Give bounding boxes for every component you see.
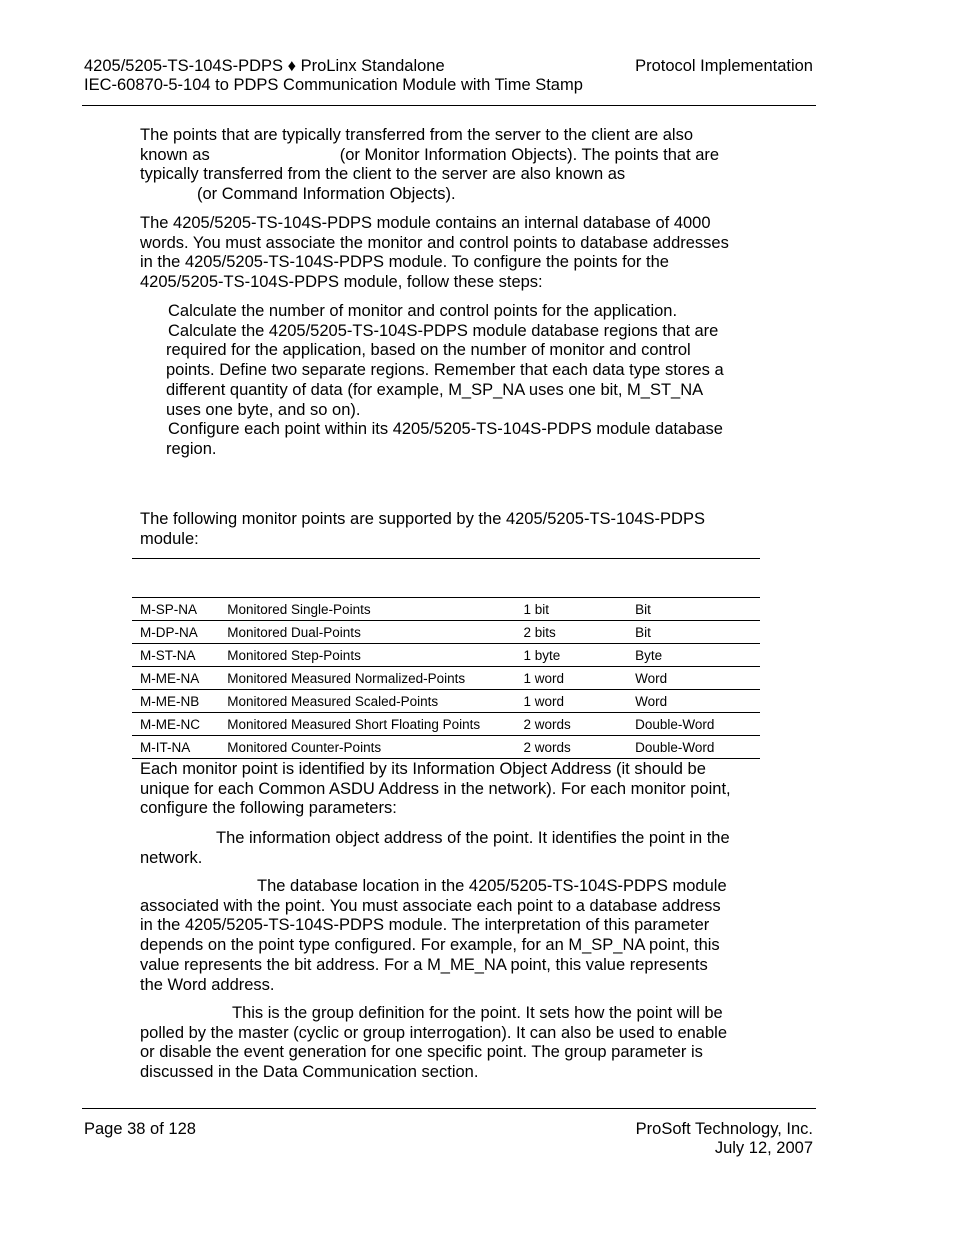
point-type-cell: M-ME-NA — [132, 667, 219, 690]
data-type-cell: Bit — [627, 621, 760, 644]
point-type-cell: M-ME-NB — [132, 690, 219, 713]
size-cell: 1 word — [515, 690, 627, 713]
data-type-cell: Bit — [627, 598, 760, 621]
data-type-cell: Word — [627, 667, 760, 690]
intro-paragraph: The points that are typically transferred from the server to the client are also known as (or Monitor Information Objects). The points that are typically transferred from the client to the server are also known as (or Command Information Objects). — [140, 126, 720, 204]
header-rule — [82, 105, 816, 106]
point-type-cell: M-SP-NA — [132, 598, 219, 621]
table-row — [132, 667, 760, 690]
param-database-paragraph: The database location in the 4205/5205-TS-104S-PDPS module associated with the point. You must associate each point to a database address in the 4205/5205-TS-104S-PDPS module. The interpretation of this parameter depends on the point type configured. For example, for an M_SP_NA point, this value represents the bit address. For a M_ME_NA point, this value represents the Word address. — [140, 877, 727, 994]
steps-list — [166, 302, 766, 460]
step-1: Calculate the number of monitor and control points for the application. — [168, 302, 678, 320]
point-type-cell: M-ST-NA — [132, 644, 219, 667]
step-3: Configure each point within its 4205/5205-TS-104S-PDPS module database region. — [166, 420, 723, 458]
point-type-cell: M-DP-NA — [132, 621, 219, 644]
table-row — [132, 644, 760, 667]
table-row — [132, 621, 760, 644]
point-type-cell: M-IT-NA — [132, 736, 219, 759]
size-cell: 1 bit — [515, 598, 627, 621]
description-cell: Monitored Dual-Points — [219, 621, 515, 644]
size-cell: 2 words — [515, 713, 627, 736]
table-row — [132, 598, 760, 621]
description-cell: Monitored Measured Short Floating Points — [219, 713, 515, 736]
table-row — [132, 690, 760, 713]
data-type-cell: Double-Word — [627, 713, 760, 736]
description-cell: Monitored Counter-Points — [219, 736, 515, 759]
param-address-paragraph: The information object address of the point. It identifies the point in the network. — [140, 829, 730, 867]
footer-date: July 12, 2007 — [714, 1139, 813, 1157]
footer-company: ProSoft Technology, Inc. — [635, 1120, 813, 1138]
step-2: Calculate the 4205/5205-TS-104S-PDPS module database regions that are required for the application, based on the number of monitor and control points. Define two separate regions. Remember that each data type stores a different quantity of data (for example, M_SP_NA uses one bit, M_ST_NA uses one byte, and so on). — [166, 321, 724, 419]
header-section: Protocol Implementation — [635, 57, 813, 75]
description-cell: Monitored Step-Points — [219, 644, 515, 667]
header-title-line2: IEC-60870-5-104 to PDPS Communication Module with Time Stamp — [84, 76, 583, 94]
monitor-points-table — [132, 597, 760, 759]
description-cell: Monitored Single-Points — [219, 598, 515, 621]
after-table-paragraph: Each monitor point is identified by its Information Object Address (it should be unique for each Common ASDU Address in the network). For each monitor point, configure the following parameters: — [140, 760, 731, 818]
description-cell: Monitored Measured Normalized-Points — [219, 667, 515, 690]
table-title-rule — [132, 558, 760, 559]
data-type-cell: Byte — [627, 644, 760, 667]
size-cell: 2 bits — [515, 621, 627, 644]
footer-rule — [82, 1108, 816, 1109]
data-type-cell: Word — [627, 690, 760, 713]
page-number: Page 38 of 128 — [84, 1120, 196, 1138]
description-cell: Monitored Measured Scaled-Points — [219, 690, 515, 713]
table-row — [132, 713, 760, 736]
header-title-line1: 4205/5205-TS-104S-PDPS ♦ ProLinx Standalone — [84, 57, 445, 75]
size-cell: 1 byte — [515, 644, 627, 667]
size-cell: 1 word — [515, 667, 627, 690]
database-paragraph: The 4205/5205-TS-104S-PDPS module contains an internal database of 4000 words. You must associate the monitor and control points to database addresses in the 4205/5205-TS-104S-PDPS module. To configure the points for the 4205/5205-TS-104S-PDPS module, follow these steps: — [140, 214, 729, 292]
param-group-paragraph: This is the group definition for the point. It sets how the point will be polled by the master (cyclic or group interrogation). It can also be used to enable or disable the event generation for one specific point. The group parameter is discussed in the Data Communication section. — [140, 1004, 727, 1082]
table-row — [132, 736, 760, 759]
monitor-points-intro: The following monitor points are supported by the 4205/5205-TS-104S-PDPS module: — [140, 510, 705, 548]
point-type-cell: M-ME-NC — [132, 713, 219, 736]
size-cell: 2 words — [515, 736, 627, 759]
data-type-cell: Double-Word — [627, 736, 760, 759]
